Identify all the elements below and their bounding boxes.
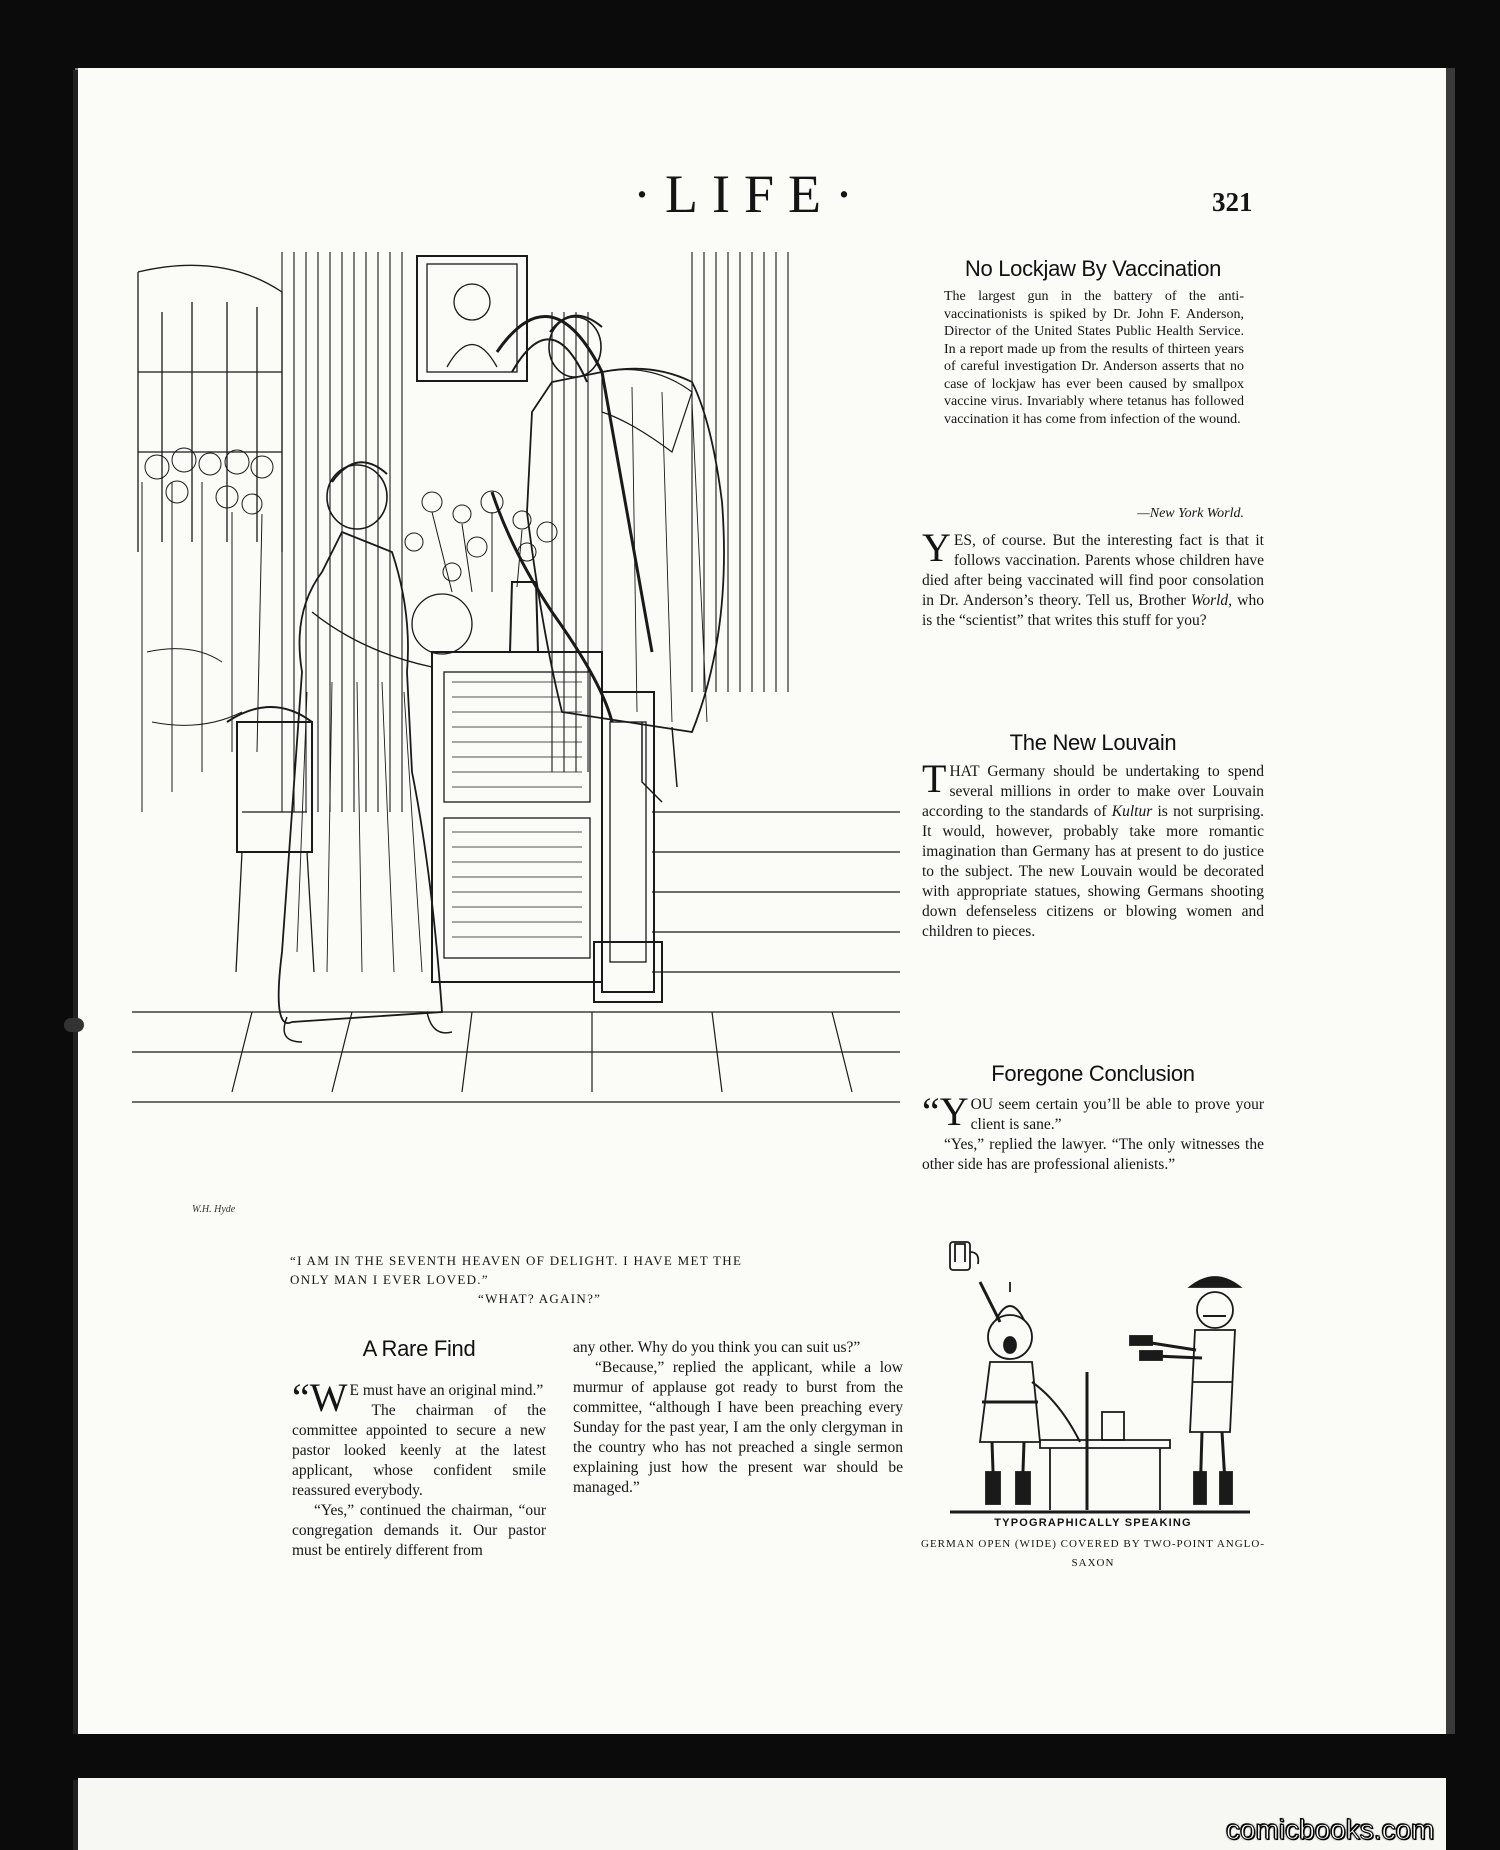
louvain-article — [922, 730, 1264, 756]
caption-line: “I AM IN THE SEVENTH HEAVEN OF DELIGHT. I HAVE MET THE — [290, 1253, 743, 1268]
drop-cap: “Y — [922, 1089, 969, 1134]
drop-cap: “W — [292, 1375, 348, 1420]
soldiers-title: TYPOGRAPHICALLY SPEAKING — [994, 1517, 1192, 1529]
louvain-heading: The New Louvain — [1009, 730, 1177, 755]
reply-italic: World, — [1190, 592, 1233, 609]
lockjaw-source: —New York World. — [1137, 506, 1244, 521]
soldiers-caption — [912, 1517, 1274, 1573]
louvain-italic: Kultur — [1111, 803, 1153, 820]
rare-find-column-1 — [292, 1375, 546, 1561]
reply-text: who is the “scientist” that writes this stuff for you? — [922, 592, 1264, 629]
louvain-text: HAT Germany should be undertaking to spend several millions in order to make over Louvain according to the standards of — [922, 763, 1264, 820]
cartoon-caption — [290, 1251, 850, 1308]
rare-text: The chairman of the committee appointed to secure a new pastor looked keenly at the latest applicant, whose confident smile reassured everybody. — [292, 1402, 546, 1499]
soldiers-illustration — [910, 1232, 1272, 1522]
rare-find-heading: A Rare Find — [362, 1336, 476, 1361]
foregone-body — [922, 1089, 1264, 1175]
lockjaw-quote: The largest gun in the battery of the anti-vaccinationists is spiked by Dr. John F. Anderson, Director of the United States Public Health Service. In a report made up from the results of thirteen years of careful investigation Dr. Anderson asserts that no case of lockjaw has ever been caused by smallpox vaccine virus. Invariably where tetanus has followed vaccination it has come from infection of the wound. — [944, 289, 1244, 427]
rare-text: E must have an original mind.” — [349, 1382, 544, 1399]
rare-text: “Because,” replied the applicant, while a low murmur of applause got ready to burst from the committee, “although I have been preaching every Sunday for the past year, I am the only clergyman in the country who has not preached a single sermon explaining just how the present war should be managed.” — [573, 1359, 903, 1496]
rare-text: any other. Why do you think you can suit us?” — [573, 1339, 861, 1356]
drop-cap: T — [922, 756, 947, 801]
lockjaw-article — [922, 256, 1264, 282]
page-number: 321 — [1212, 187, 1253, 217]
cartoon-illustration — [132, 252, 900, 1230]
masthead: ·LIFE· — [633, 164, 867, 224]
caption-line: ONLY MAN I EVER LOVED.” — [290, 1272, 489, 1287]
rare-find-column-2 — [573, 1338, 903, 1498]
foregone-heading: Foregone Conclusion — [991, 1061, 1195, 1086]
lockjaw-heading: No Lockjaw By Vaccination — [964, 256, 1222, 281]
lockjaw-reply — [922, 525, 1264, 631]
binding-edge-lower — [73, 1780, 78, 1850]
page-edge-right — [1446, 68, 1455, 1734]
caption-line: “WHAT? AGAIN?” — [478, 1291, 602, 1306]
louvain-body — [922, 756, 1264, 942]
artist-signature: W.H. Hyde — [192, 1204, 236, 1215]
louvain-text: is not surprising. It would, however, probably take more romantic imagination than Germany has at present to do justice to the subject. The new Louvain would be decorated with appropriate statues, showing Germans shooting down defenseless citizens or blowing women and children to pieces. — [922, 803, 1264, 940]
reply-text: ES, of course. But the interesting fact is that it follows vaccination. Parents whose children have died after being vaccinated will find poor consolation in Dr. Anderson’s theory. Tell us, Brother — [922, 532, 1264, 609]
binding-stitch — [64, 1018, 84, 1032]
binding-edge — [73, 70, 78, 1734]
watermark: comicbooks.com — [1226, 1814, 1435, 1845]
soldiers-subtitle: GERMAN OPEN (WIDE) COVERED BY TWO-POINT ANGLO-SAXON — [921, 1538, 1265, 1569]
foregone-text: “Yes,” replied the lawyer. “The only witnesses the other side has are professional alienists.” — [922, 1136, 1264, 1173]
foregone-article — [922, 1061, 1264, 1087]
foregone-text: OU seem certain you’ll be able to prove your client is sane.” — [970, 1096, 1264, 1133]
drop-cap: Y — [922, 525, 951, 570]
rare-find-article — [292, 1336, 546, 1362]
rare-text: “Yes,” continued the chairman, “our congregation demands it. Our pastor must be entirely different from — [292, 1502, 546, 1559]
